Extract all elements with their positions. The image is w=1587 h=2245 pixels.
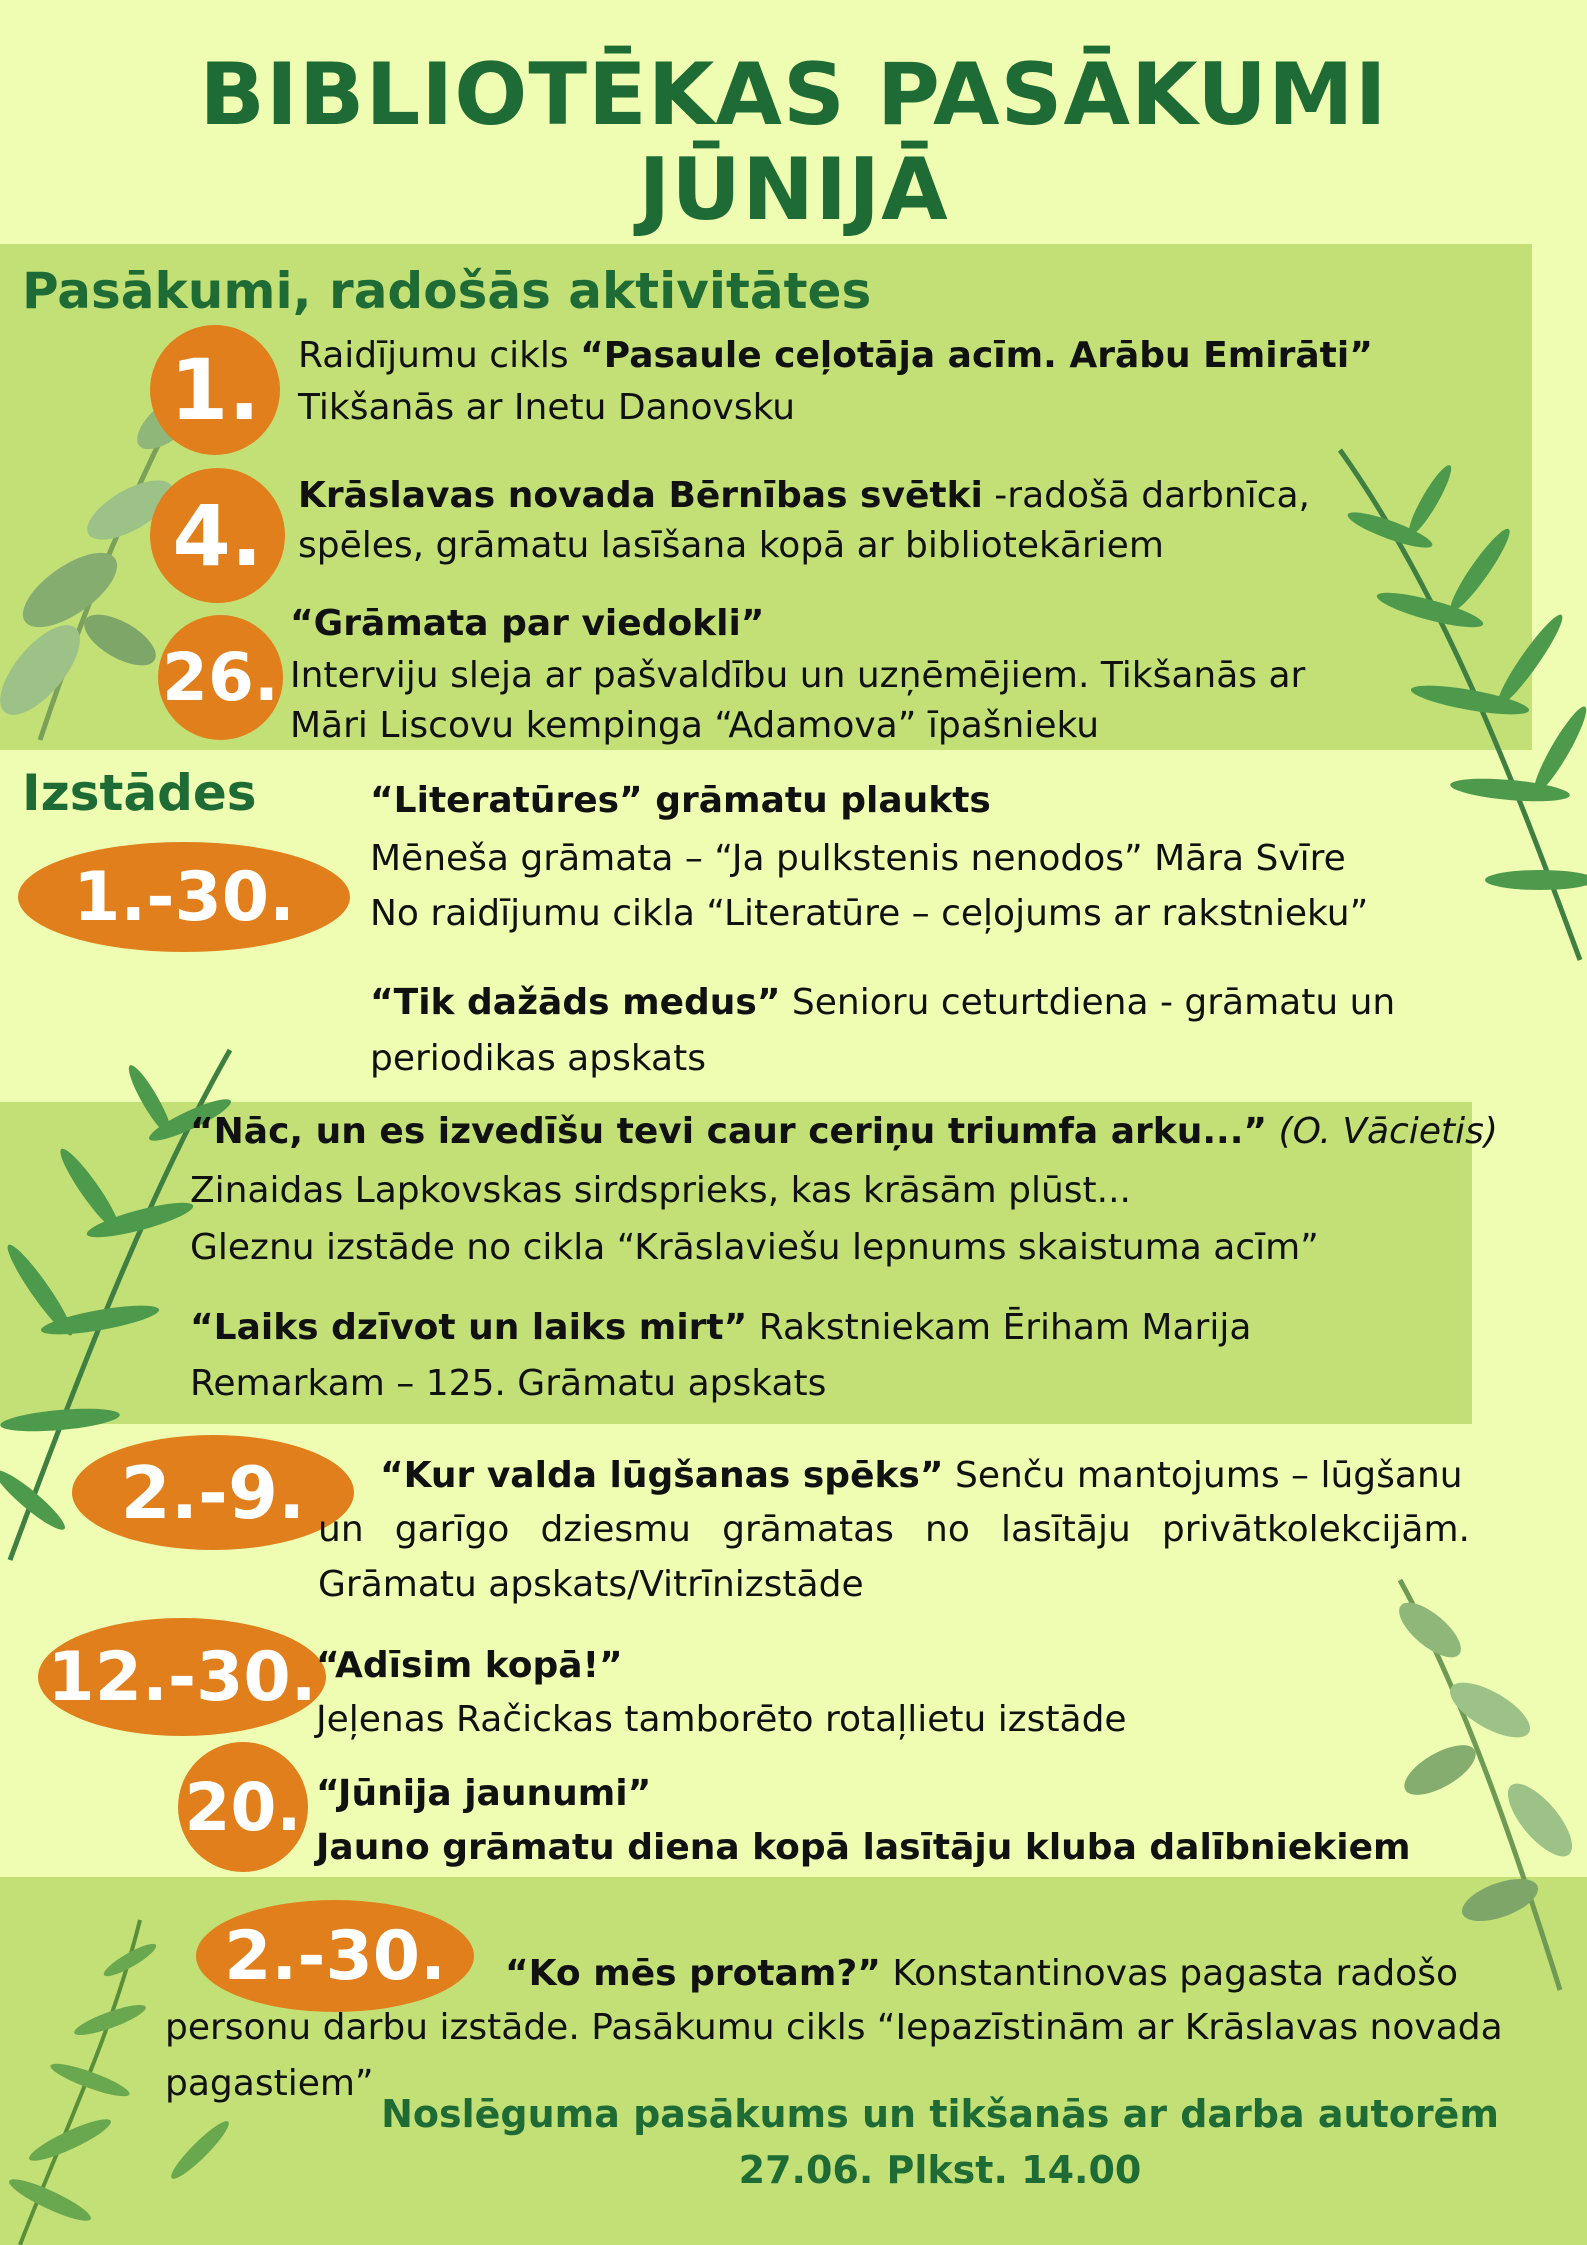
event-4-title: Krāslavas novada Bērnības svētki [298,475,983,516]
crafts-line3: pagastiem” [165,2063,374,2104]
lilac-line3: Gleznu izstāde no cikla “Krāslaviešu lepnums skaistuma acīm” [190,1227,1319,1268]
prayer-line1 [380,1450,1463,1502]
event-4-suffix: -radošā darbnīca, [982,475,1310,516]
event-26-line3: Māri Liscovu kempinga “Adamova” īpašnieku [290,705,1100,746]
literature-shelf-title: “Literatūres” grāmatu plaukts [370,780,991,821]
news-line2: Jauno grāmatu diena kopā lasītāju kluba dalībniekiem [316,1827,1411,1868]
event-26-line2: Interviju sleja ar pašvaldību un uzņēmējiem. Tikšanās ar [290,655,1306,696]
section-events-heading: Pasākumi, radošās aktivitātes [22,262,872,320]
event-1-title: “Pasaule ceļotāja acīm. Arābu Emirāti” [580,335,1373,376]
literature-shelf-line2: Mēneša grāmata – “Ja pulkstenis nenodos” Māra Svīre [370,838,1346,879]
page-title-line2: JŪNIJĀ [638,140,949,240]
date-badge-1: 1. [150,325,280,455]
remark-desc: Rakstniekam Ēriham Marija [747,1307,1252,1348]
knitting-line2: Jeļenas Račickas tamborēto rotaļlietu izstāde [316,1699,1127,1740]
remark-line2: Remarkam – 125. Grāmatu apskats [190,1363,827,1404]
date-badge-26: 26. [158,615,283,740]
prayer-title: “Kur valda lūgšanas spēks” [380,1455,944,1496]
section-exhibitions-heading: Izstādes [22,764,257,822]
honey-line1 [370,977,1395,1029]
closing-line1: Noslēguma pasākums un tikšanās ar darba autorēm [381,2092,1499,2136]
date-badge-20: 20. [178,1742,308,1872]
date-badge-12-30: 12.-30. [38,1618,326,1736]
crafts-desc: Konstantinovas pagasta radošo [880,1953,1458,1994]
event-4-line2: spēles, grāmatu lasīšana kopā ar bibliotekāriem [298,525,1164,566]
crafts-title: “Ko mēs protam?” [505,1953,881,1994]
honey-title: “Tik dažāds medus” [370,982,781,1023]
event-4-line1 [298,470,1310,522]
crafts-line2: personu darbu izstāde. Pasākumu cikls “Iepazīstinām ar Krāslavas novada [165,2007,1503,2048]
prayer-line3: Grāmatu apskats/Vitrīnizstāde [318,1564,864,1605]
event-1-line1 [298,330,1373,382]
date-badge-2-30: 2.-30. [196,1900,474,2012]
remark-title: “Laiks dzīvot un laiks mirt” [190,1307,748,1348]
crafts-line1 [505,1948,1458,2000]
fern-right-top-icon [1320,440,1587,960]
date-badge-2-9: 2.-9. [72,1435,354,1550]
news-title: “Jūnija jaunumi” [316,1773,652,1814]
prayer-desc: Senču mantojums – lūgšanu [943,1455,1463,1496]
honey-line2: periodikas apskats [370,1038,706,1079]
page-title-line1: BIBLIOTĒKAS PASĀKUMI [199,45,1388,145]
event-1-line2: Tikšanās ar Inetu Danovsku [298,387,796,428]
lilac-author: (O. Vācietis) [1267,1111,1498,1152]
lilac-line2: Zinaidas Lapkovskas sirdsprieks, kas krāsām plūst... [190,1170,1131,1211]
prayer-line2: un garīgo dziesmu grāmatas no lasītāju privātkolekcijām. [318,1509,1470,1550]
closing-line2: 27.06. Plkst. 14.00 [738,2148,1142,2192]
knitting-title: “Adīsim kopā!” [316,1645,623,1686]
honey-desc: Senioru ceturtdiena - grāmatu un [780,982,1396,1023]
event-1-prefix: Raidījumu cikls [298,335,581,376]
date-badge-1-30: 1.-30. [18,842,350,952]
literature-shelf-line3: No raidījumu cikla “Literatūre – ceļojums ar rakstnieku” [370,893,1369,934]
eucalyptus-right-bottom-icon [1340,1570,1587,1990]
event-26-title: “Grāmata par viedokli” [290,603,765,644]
remark-line1 [190,1302,1251,1354]
date-badge-4: 4. [150,468,285,603]
lilac-title: “Nāc, un es izvedīšu tevi caur ceriņu triumfa arku...” [190,1111,1268,1152]
lilac-head [190,1106,1498,1158]
